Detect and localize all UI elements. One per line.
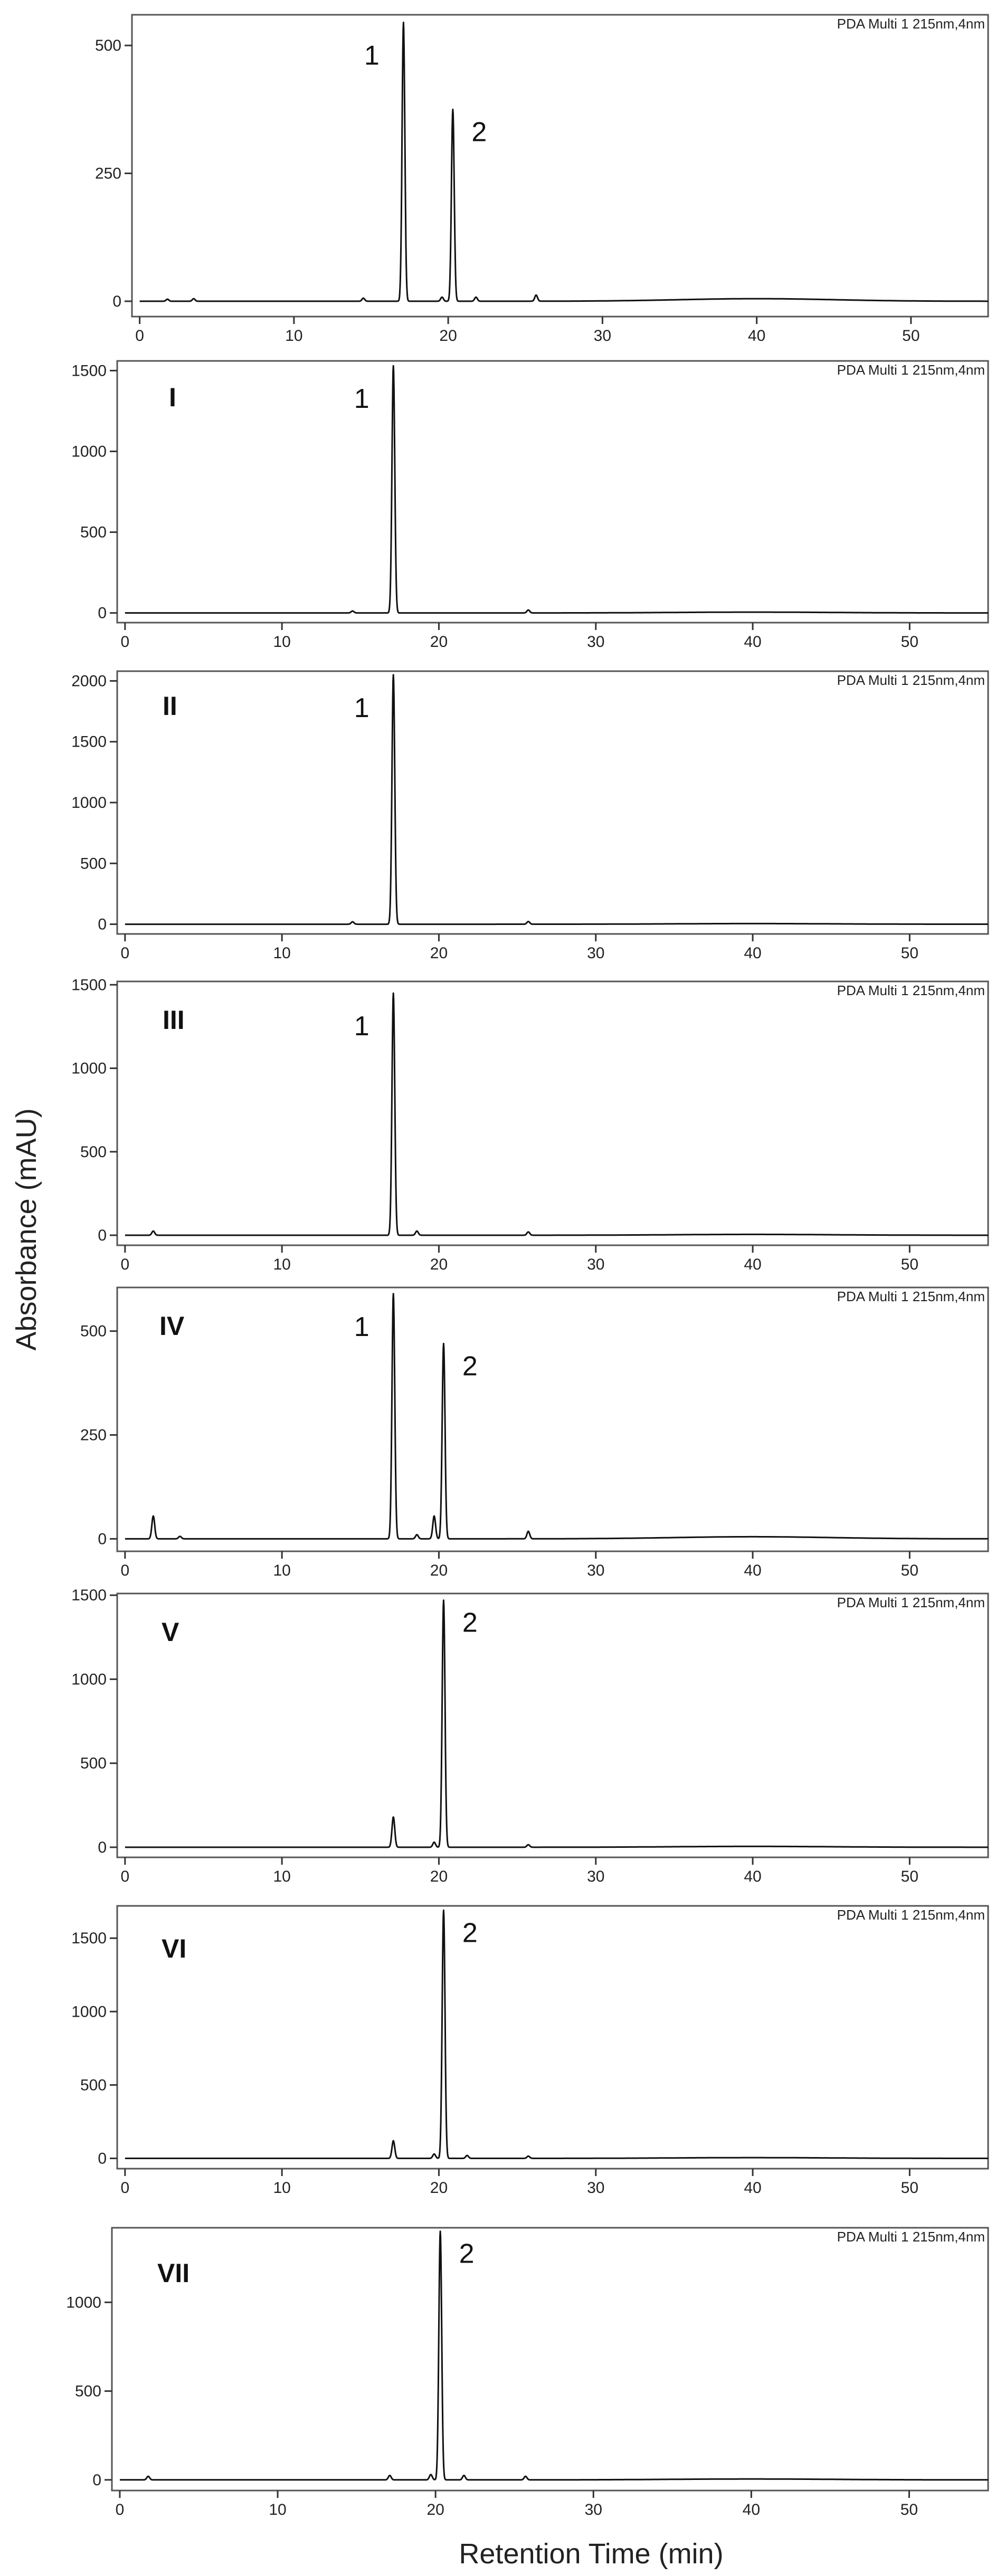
y-tick-label: 500 <box>74 2382 101 2400</box>
y-tick-label: 250 <box>80 1426 107 1444</box>
x-tick-label: 0 <box>120 1868 130 1885</box>
y-tick-label: 500 <box>80 2076 107 2094</box>
y-tick-label: 500 <box>80 855 107 873</box>
x-tick-label: 20 <box>430 633 448 651</box>
sample-label: IV <box>159 1311 185 1341</box>
y-tick-label: 0 <box>98 2150 107 2168</box>
sample-label: V <box>162 1617 179 1647</box>
x-tick-label: 40 <box>744 944 762 962</box>
detector-label: PDA Multi 1 215nm,4nm <box>837 362 985 378</box>
chromatogram-panels <box>66 15 988 2518</box>
detector-label: PDA Multi 1 215nm,4nm <box>837 982 985 998</box>
y-tick-label: 0 <box>112 292 121 310</box>
peak-label: 2 <box>462 1607 478 1638</box>
x-tick-label: 40 <box>744 2179 762 2197</box>
x-tick-label: 30 <box>587 1868 605 1885</box>
y-tick-label: 1500 <box>71 1587 107 1605</box>
y-tick-label: 1500 <box>71 976 107 994</box>
detector-label: PDA Multi 1 215nm,4nm <box>837 1907 985 1923</box>
y-tick-label: 1000 <box>71 2003 107 2021</box>
sample-label: VI <box>162 1934 187 1963</box>
x-tick-label: 0 <box>120 2179 130 2197</box>
y-tick-label: 500 <box>80 1143 107 1161</box>
x-tick-label: 50 <box>900 944 919 962</box>
plot-frame <box>117 1906 988 2169</box>
chromatogram-panel <box>80 1287 988 1579</box>
y-tick-label: 500 <box>80 1754 107 1772</box>
peak-label: 1 <box>354 692 369 723</box>
x-axis-title: Retention Time (min) <box>459 2538 724 2570</box>
x-tick-label: 10 <box>273 633 291 651</box>
x-tick-label: 0 <box>120 633 130 651</box>
chromatogram-panel <box>71 361 988 651</box>
x-tick-label: 30 <box>587 1562 605 1579</box>
x-tick-label: 20 <box>426 2501 444 2518</box>
detector-label: PDA Multi 1 215nm,4nm <box>837 16 985 32</box>
y-axis-title: Absorbance (mAU) <box>11 1108 42 1351</box>
x-tick-label: 50 <box>900 1256 919 1273</box>
y-tick-label: 500 <box>80 1322 107 1340</box>
x-tick-label: 10 <box>269 2501 287 2518</box>
x-tick-label: 0 <box>120 944 130 962</box>
y-tick-label: 1500 <box>71 733 107 751</box>
x-tick-label: 20 <box>430 1562 448 1579</box>
x-tick-label: 0 <box>115 2501 125 2518</box>
y-tick-label: 1000 <box>71 1060 107 1077</box>
y-tick-label: 2000 <box>71 672 107 690</box>
x-tick-label: 10 <box>273 1868 291 1885</box>
y-tick-label: 0 <box>98 1227 107 1245</box>
y-tick-label: 500 <box>80 523 107 541</box>
x-tick-label: 30 <box>587 944 605 962</box>
plot-frame <box>117 361 988 623</box>
x-tick-label: 50 <box>900 633 919 651</box>
x-tick-label: 20 <box>430 944 448 962</box>
x-tick-label: 30 <box>587 2179 605 2197</box>
sample-label: VII <box>157 2258 190 2288</box>
x-tick-label: 50 <box>900 1562 919 1579</box>
peak-label: 1 <box>354 384 369 415</box>
y-tick-label: 1500 <box>71 1930 107 1948</box>
plot-frame <box>132 15 988 317</box>
peak-label: 1 <box>364 40 380 71</box>
x-tick-label: 40 <box>747 327 766 345</box>
x-tick-label: 40 <box>744 633 762 651</box>
peak-label: 1 <box>354 1011 369 1042</box>
x-tick-label: 50 <box>900 2179 919 2197</box>
peak-label: 2 <box>471 117 487 148</box>
x-tick-label: 40 <box>744 1256 762 1273</box>
y-tick-label: 0 <box>92 2471 101 2489</box>
detector-label: PDA Multi 1 215nm,4nm <box>837 1289 985 1304</box>
x-tick-label: 10 <box>273 944 291 962</box>
plot-frame <box>117 671 988 934</box>
plot-frame <box>117 981 988 1245</box>
chromatogram-panel <box>71 1906 988 2197</box>
y-tick-label: 500 <box>94 37 121 55</box>
y-tick-label: 1000 <box>71 443 107 461</box>
y-tick-label: 0 <box>98 915 107 933</box>
peak-label: 2 <box>462 1917 478 1949</box>
detector-label: PDA Multi 1 215nm,4nm <box>837 2229 985 2245</box>
x-tick-label: 0 <box>120 1562 130 1579</box>
chromatogram-panel <box>71 1587 988 1885</box>
x-tick-label: 40 <box>742 2501 761 2518</box>
detector-label: PDA Multi 1 215nm,4nm <box>837 1595 985 1610</box>
x-tick-label: 30 <box>587 633 605 651</box>
x-tick-label: 30 <box>587 1256 605 1273</box>
x-tick-label: 20 <box>439 327 457 345</box>
peak-label: 2 <box>462 1351 478 1382</box>
sample-label: III <box>163 1005 185 1035</box>
y-tick-label: 1000 <box>71 1671 107 1688</box>
x-tick-label: 0 <box>135 327 144 345</box>
x-tick-label: 50 <box>902 327 920 345</box>
x-tick-label: 10 <box>285 327 303 345</box>
x-tick-label: 0 <box>120 1256 130 1273</box>
x-tick-label: 50 <box>900 1868 919 1885</box>
chromatogram-panel <box>66 2228 988 2518</box>
chromatogram-panel <box>71 671 988 962</box>
x-tick-label: 20 <box>430 1868 448 1885</box>
y-tick-label: 0 <box>98 1530 107 1548</box>
chromatogram-panel <box>71 976 988 1273</box>
x-tick-label: 10 <box>273 1256 291 1273</box>
x-tick-label: 30 <box>593 327 612 345</box>
x-tick-label: 20 <box>430 1256 448 1273</box>
x-tick-label: 40 <box>744 1868 762 1885</box>
x-tick-label: 10 <box>273 2179 291 2197</box>
x-tick-label: 10 <box>273 1562 291 1579</box>
x-tick-label: 30 <box>584 2501 602 2518</box>
sample-label: I <box>169 383 176 412</box>
x-tick-label: 40 <box>744 1562 762 1579</box>
y-tick-label: 1500 <box>71 362 107 380</box>
x-tick-label: 50 <box>900 2501 918 2518</box>
y-tick-label: 1000 <box>71 794 107 812</box>
plot-frame <box>117 1594 988 1857</box>
sample-label: II <box>163 691 177 721</box>
x-tick-label: 20 <box>430 2179 448 2197</box>
y-tick-label: 250 <box>94 165 121 183</box>
detector-label: PDA Multi 1 215nm,4nm <box>837 672 985 688</box>
chromatogram-panel <box>95 15 988 345</box>
peak-label: 2 <box>459 2238 475 2269</box>
y-tick-label: 0 <box>98 1838 107 1856</box>
y-tick-label: 1000 <box>66 2294 101 2312</box>
peak-label: 1 <box>354 1311 369 1342</box>
y-tick-label: 0 <box>98 604 107 622</box>
plot-frame <box>117 1287 988 1551</box>
plot-frame <box>112 2228 988 2491</box>
